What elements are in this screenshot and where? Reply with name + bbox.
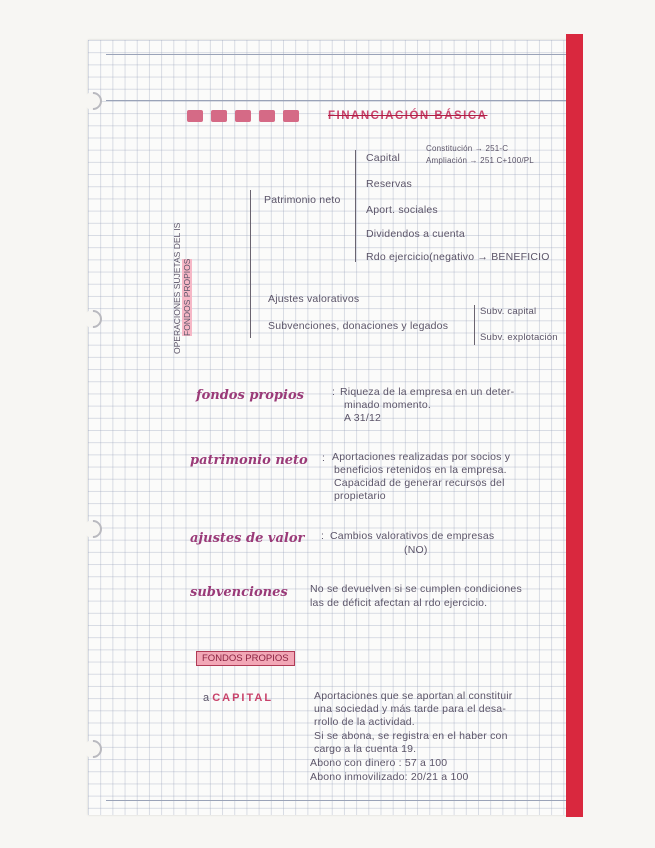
diagram-root: Patrimonio neto [264,194,341,206]
diagram-ajustes: Ajustes valorativos [268,293,360,305]
term-ajustes-de-valor: ajustes de valor [190,531,305,546]
outer-brace [250,190,251,338]
def-patrimonio-line3: Capacidad de generar recursos del [334,477,505,489]
def-sep: : [322,452,326,464]
pink-block [283,110,299,122]
diagram-dividendos: Dividendos a cuenta [366,228,465,240]
def-ajustes-line2: (NO) [404,544,428,556]
def-patrimonio-line2: beneficios retenidos en la empresa. [334,464,507,476]
def-fondos-line3: A 31/12 [344,412,382,424]
capital-line5: cargo a la cuenta 19. [314,743,417,755]
pink-block [211,110,227,122]
def-patrimonio-line4: propietario [334,490,386,502]
subvenciones-brace [474,305,475,345]
capital-line2: una sociedad y más tarde para el desa- [314,703,507,715]
diagram-subvenciones: Subvenciones, donaciones y legados [268,320,449,332]
capital-title: CAPITAL [212,692,274,704]
capital-heading [203,692,273,704]
def-subvenciones-line2: las de déficit afectan al rdo ejercicio. [310,597,488,609]
capital-line1: Aportaciones que se aportan al constituir [314,690,513,702]
vertical-label-line1: OPERACIONES SUJETAS DEL IS [172,222,182,354]
term-subvenciones: subvenciones [190,585,288,600]
diagram-aport: Aport. sociales [366,204,438,216]
diagram-subv2: Subv. explotación [480,332,558,343]
pink-block [235,110,251,122]
title-decoration [187,110,299,122]
diagram-subv1: Subv. capital [480,306,537,317]
fondos-propios-label: FONDOS PROPIOS [196,651,295,666]
top-rule [106,54,576,55]
diagram-capital-sub2: Ampliación → 251 C+100/PL [426,156,534,165]
def-fondos-line2: minado momento. [344,399,432,411]
diagram-capital: Capital [366,152,401,164]
def-ajustes-line1: Cambios valorativos de empresas [330,530,495,542]
diagram-reservas: Reservas [366,178,412,190]
term-patrimonio-neto: patrimonio neto [190,453,308,468]
vertical-label [172,223,192,354]
capital-line4: Si se abona, se registra en el haber con [314,730,508,742]
pink-block [187,110,203,122]
header-rule [106,100,576,101]
capital-prefix: a [203,692,210,704]
capital-line3: rrollo de la actividad. [314,716,415,728]
def-patrimonio-line1: Aportaciones realizadas por socios y [332,451,511,463]
def-sep: : [321,530,325,542]
def-subvenciones-line1: No se devuelven si se cumplen condiciones [310,583,522,595]
red-index-tab [566,34,583,817]
vertical-label-line2: FONDOS PROPIOS [182,258,192,336]
capital-line6: Abono con dinero : 57 a 100 [310,757,448,769]
capital-line7: Abono inmovilizado: 20/21 a 100 [310,771,469,783]
patrimonio-brace [355,150,356,262]
def-sep: : [332,386,336,398]
term-fondos-propios: fondos propios [196,388,304,403]
bottom-rule [106,800,576,801]
diagram-rdo: Rdo ejercicio(negativo → BENEFICIO [366,251,550,263]
def-fondos-line1: Riqueza de la empresa en un deter- [340,386,515,398]
diagram-capital-sub1: Constitución → 251-C [426,144,509,153]
page-title: FINANCIACIÓN BÁSICA [328,110,488,122]
pink-block [259,110,275,122]
